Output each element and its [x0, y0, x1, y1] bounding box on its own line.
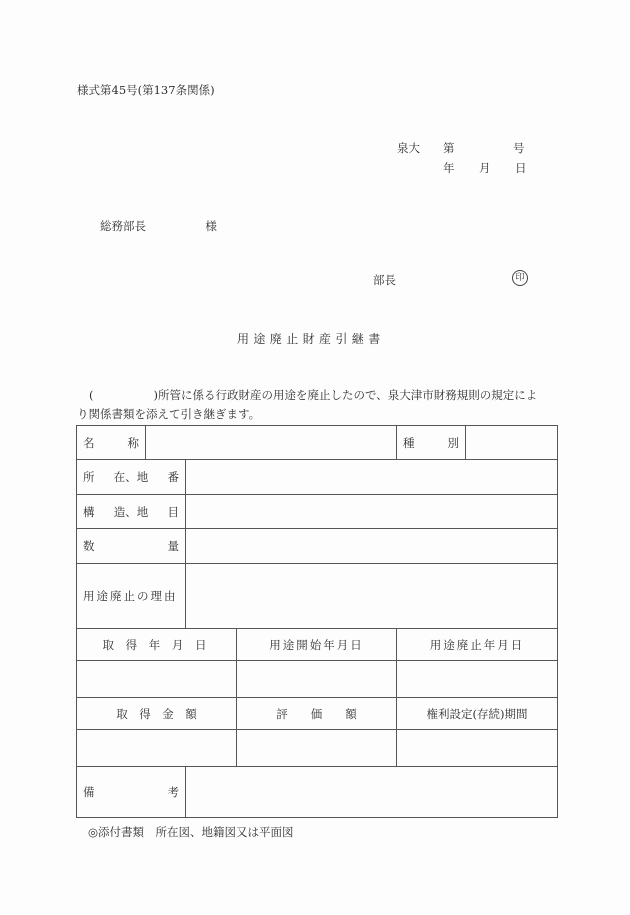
use-start-date-field[interactable] [237, 661, 397, 698]
type-field[interactable] [466, 426, 558, 460]
acquisition-amount-header: 取 得 金 額 [77, 698, 237, 730]
seal-icon: 印 [512, 270, 528, 286]
acquisition-amount-field[interactable] [77, 730, 237, 767]
open-paren: ( [89, 388, 94, 402]
location-label: 所 在、地 番 [77, 460, 186, 495]
body-line1: )所管に係る行政財産の用途を廃止したので、泉大津市財務規則の規定によ [153, 388, 538, 402]
rights-period-header: 権利設定(存続)期間 [397, 698, 558, 730]
date-day: 日 [515, 161, 527, 175]
row-reason [77, 564, 558, 629]
rights-period-field[interactable] [397, 730, 558, 767]
use-end-date-header: 用途廃止年月日 [397, 629, 558, 661]
valuation-field[interactable] [237, 730, 397, 767]
transfer-form-table [76, 425, 558, 818]
addressee [100, 218, 217, 234]
remarks-field[interactable] [186, 767, 558, 818]
form-number: 様式第45号(第137条関係) [77, 83, 215, 97]
row-remarks [77, 767, 558, 818]
body-paragraph [77, 386, 557, 424]
body-line2: り関係書類を添えて引き継ぎます。 [77, 407, 261, 421]
page-title: 用途廃止財産引継書 [237, 332, 385, 346]
acquisition-date-header: 取 得 年 月 日 [77, 629, 237, 661]
document-number [397, 140, 537, 156]
acquisition-date-field[interactable] [77, 661, 237, 698]
type-label: 種 別 [397, 426, 466, 460]
date-month: 月 [479, 161, 491, 175]
row-dates-values [77, 661, 558, 698]
row-amounts-header [77, 698, 558, 730]
row-amounts-values [77, 730, 558, 767]
location-field[interactable] [186, 460, 558, 495]
doc-number-dai: 第 [443, 141, 455, 155]
use-end-date-field[interactable] [397, 661, 558, 698]
reason-label: 用途廃止の理由 [77, 564, 186, 629]
row-quantity [77, 529, 558, 564]
addressee-honorific: 様 [205, 219, 217, 233]
structure-field[interactable] [186, 495, 558, 529]
doc-number-prefix: 泉大 [397, 141, 420, 155]
row-structure [77, 495, 558, 529]
quantity-label: 数 量 [77, 529, 186, 564]
row-dates-header [77, 629, 558, 661]
use-start-date-header: 用途開始年月日 [237, 629, 397, 661]
row-name [77, 426, 558, 460]
document-date [443, 160, 533, 176]
name-field[interactable] [146, 426, 397, 460]
remarks-label: 備 考 [77, 767, 186, 818]
doc-number-go: 号 [513, 141, 525, 155]
quantity-field[interactable] [186, 529, 558, 564]
date-year: 年 [443, 161, 455, 175]
reason-field[interactable] [186, 564, 558, 629]
attachments-note: ◎添付書類 所在図、地籍図又は平面図 [88, 825, 294, 839]
row-location [77, 460, 558, 495]
sender-title: 部長 [373, 273, 396, 287]
structure-label: 構 造、地 目 [77, 495, 186, 529]
addressee-title: 総務部長 [100, 219, 146, 233]
valuation-header: 評 価 額 [237, 698, 397, 730]
name-label: 名 称 [77, 426, 146, 460]
